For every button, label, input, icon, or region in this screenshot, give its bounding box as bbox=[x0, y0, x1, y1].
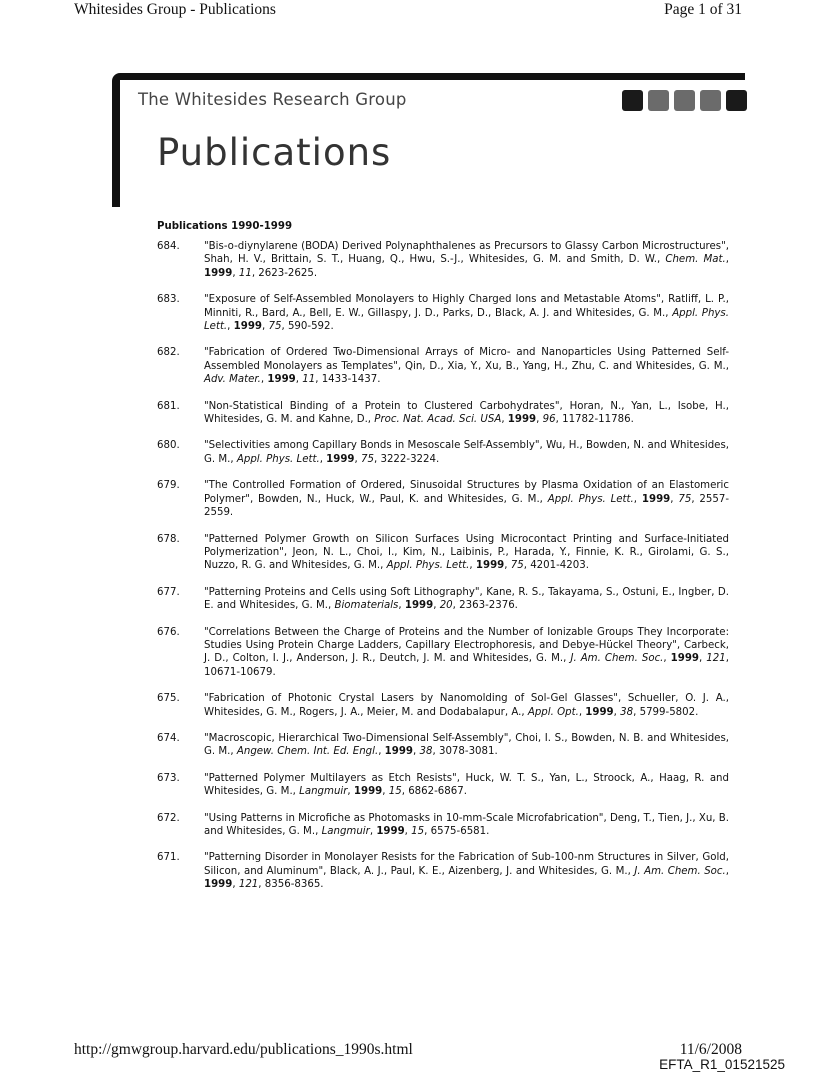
entry-text: "Patterning Proteins and Cells using Soft Lithography", Kane, R. S., Takayama, S., Ostuni, E., Ingber, D. E. and Whitesides, G. M., bbox=[204, 586, 729, 612]
entry-journal: J. Am. Chem. Soc. bbox=[634, 865, 726, 877]
entry-volume: 75 bbox=[268, 321, 282, 333]
print-header-title: Whitesides Group - Publications bbox=[74, 1, 276, 18]
entry-journal: Appl. Phys. Lett. bbox=[547, 493, 634, 505]
entry-number: 677. bbox=[157, 586, 180, 598]
print-header bbox=[0, 1, 816, 21]
entry-volume: 96 bbox=[542, 414, 556, 426]
entry-journal: Proc. Nat. Acad. Sci. USA bbox=[374, 414, 502, 426]
publications-content bbox=[157, 221, 729, 905]
publication-entry bbox=[157, 293, 729, 333]
entry-citation: "The Controlled Formation of Ordered, Sinusoidal Structures by Plasma Oxidation of an Elastomeric Polymer", Bowden, N., Huck, W., Paul, K. and Whitesides, G. M., Appl. Phys. Lett., 1999, 75, 2557-2559. bbox=[204, 480, 730, 519]
entry-journal: J. Am. Chem. Soc. bbox=[570, 653, 664, 665]
entry-year: 1999 bbox=[475, 560, 505, 572]
banner-square bbox=[648, 90, 669, 111]
entry-year: 1999 bbox=[353, 786, 383, 798]
publication-entry bbox=[157, 772, 729, 799]
publication-entry bbox=[157, 346, 729, 386]
entry-pages: 2557-2559. bbox=[204, 493, 730, 519]
entry-volume: 11 bbox=[238, 267, 252, 279]
entry-number: 680. bbox=[157, 440, 180, 452]
entry-number: 675. bbox=[157, 693, 180, 705]
entry-citation: "Macroscopic, Hierarchical Two-Dimensional Self-Assembly", Choi, I. S., Bowden, N. B. and Whitesides, G. M., Angew. Chem. Int. Ed. Engl., 1999, 38, 3078-3081. bbox=[204, 732, 729, 758]
publication-entry bbox=[157, 692, 729, 719]
entry-journal: Chem. Mat. bbox=[665, 254, 726, 266]
banner-left-bar bbox=[112, 73, 120, 207]
publication-entry bbox=[157, 479, 729, 519]
entry-journal: Angew. Chem. Int. Ed. Engl. bbox=[236, 746, 379, 758]
entry-volume: 75 bbox=[510, 560, 524, 572]
entry-year: 1999 bbox=[507, 414, 537, 426]
publication-entry bbox=[157, 400, 729, 427]
entry-year: 1999 bbox=[326, 453, 355, 465]
publication-entry bbox=[157, 533, 729, 573]
entry-journal: Adv. Mater. bbox=[204, 374, 261, 386]
entry-year: 1999 bbox=[376, 826, 405, 837]
entry-volume: 75 bbox=[678, 493, 692, 505]
print-footer-date: 11/6/2008 bbox=[679, 1041, 742, 1058]
entry-volume: 75 bbox=[361, 453, 374, 465]
entry-citation: "Patterning Proteins and Cells using Soft Lithography", Kane, R. S., Takayama, S., Ostuni, E., Ingber, D. E. and Whitesides, G. M., Biomaterials, 1999, 20, 2363-2376. bbox=[204, 586, 729, 612]
entry-citation: "Fabrication of Ordered Two-Dimensional Arrays of Micro- and Nanoparticles Using Patterned Self-Assembled Monolayers as Templates", Qin, D., Xia, Y., Xu, B., Yang, H., Zhu, C. and Whitesides, G. M., Adv. Mater., 1999, 11, 1433-1437. bbox=[204, 347, 729, 386]
entry-year: 1999 bbox=[233, 321, 263, 333]
entry-number: 679. bbox=[157, 480, 180, 492]
entry-year: 1999 bbox=[267, 374, 296, 386]
entry-citation: "Patterned Polymer Multilayers as Etch Resists", Huck, W. T. S., Yan, L., Stroock, A., Haag, R. and Whitesides, G. M., Langmuir, 1999, 15, 6862-6867. bbox=[204, 772, 729, 798]
entry-pages: 4201-4203. bbox=[530, 560, 589, 572]
entry-year: 1999 bbox=[670, 653, 700, 665]
entry-volume: 38 bbox=[620, 706, 634, 718]
page-title: Publications bbox=[157, 131, 392, 174]
entry-journal: Appl. Phys. Lett. bbox=[386, 560, 470, 572]
entry-journal: Langmuir bbox=[299, 786, 348, 798]
entry-pages: 11782-11786. bbox=[562, 414, 634, 426]
entry-citation: "Non-Statistical Binding of a Protein to Clustered Carbohydrates", Horan, N., Yan, L., Isobe, H., Whitesides, G. M. and Kahne, D., Proc. Nat. Acad. Sci. USA, 1999, 96, 11782-11786. bbox=[204, 400, 729, 426]
banner-square bbox=[700, 90, 721, 111]
publication-entry bbox=[157, 240, 729, 280]
entry-number: 684. bbox=[157, 241, 180, 252]
entry-year: 1999 bbox=[204, 267, 233, 279]
publication-entry bbox=[157, 439, 729, 466]
entry-year: 1999 bbox=[585, 706, 614, 718]
entry-number: 683. bbox=[157, 294, 180, 306]
entry-citation: "Bis-o-diynylarene (BODA) Derived Polynaphthalenes as Precursors to Glassy Carbon Microstructures", Shah, H. V., Brittain, S. T., Huang, Q., Hwu, S.-J., Whitesides, G. M. and Smith, D. W., Chem. Mat., 1999, 11, 2623-2625. bbox=[204, 241, 729, 279]
publication-entry bbox=[157, 812, 729, 839]
entry-text: "Using Patterns in Microfiche as Photomasks in 10-mm-Scale Microfabrication", Deng, T., Tien, J., Xu, B. and Whitesides, G. M., bbox=[204, 812, 729, 837]
group-title: The Whitesides Research Group bbox=[138, 90, 407, 109]
entry-citation: "Using Patterns in Microfiche as Photomasks in 10-mm-Scale Microfabrication", Deng, T., Tien, J., Xu, B. and Whitesides, G. M., Langmuir, 1999, 15, 6575-6581. bbox=[204, 812, 729, 837]
entry-number: 672. bbox=[157, 812, 180, 824]
entry-text: "Patterning Disorder in Monolayer Resists for the Fabrication of Sub-100-nm Structures in Silver, Gold, Silicon, and Aluminum", Black, A. J., Paul, K. E., Aizenberg, J. and Whitesides, G. M., bbox=[204, 852, 729, 877]
entry-year: 1999 bbox=[384, 746, 414, 758]
publication-entry bbox=[157, 851, 729, 891]
entry-pages: 6862-6867. bbox=[408, 786, 467, 798]
banner-square bbox=[622, 90, 643, 111]
entry-journal: Appl. Phys. Lett. bbox=[204, 307, 729, 333]
site-banner bbox=[112, 73, 745, 207]
entry-volume: 20 bbox=[439, 600, 453, 612]
entry-volume: 15 bbox=[388, 786, 402, 798]
entry-pages: 6575-6581. bbox=[430, 826, 490, 837]
entry-pages: 3222-3224. bbox=[380, 453, 440, 465]
entry-text: "Fabrication of Ordered Two-Dimensional Arrays of Micro- and Nanoparticles Using Patterned Self-Assembled Monolayers as Templates", Qin, D., Xia, Y., Xu, B., Yang, H., Zhu, C. and Whitesides, G. M., bbox=[204, 347, 729, 372]
print-footer bbox=[0, 1041, 816, 1075]
print-header-page-number: Page 1 of 31 bbox=[664, 1, 742, 18]
banner-square bbox=[674, 90, 695, 111]
print-footer-url: http://gmwgroup.harvard.edu/publications_1990s.html bbox=[74, 1041, 413, 1058]
entry-pages: 2623-2625. bbox=[258, 267, 318, 279]
entry-citation: "Patterned Polymer Growth on Silicon Surfaces Using Microcontact Printing and Surface-Initiated Polymerization", Jeon, N. L., Choi, I., Kim, N., Laibinis, P., Harada, Y., Finnie, K. R., Girolami, G. S., Nuzzo, R. G. and Whitesides, G. M., Appl. Phys. Lett., 1999, 75, 4201-4203. bbox=[204, 533, 729, 572]
entry-pages: 2363-2376. bbox=[459, 600, 518, 612]
entry-citation: "Exposure of Self-Assembled Monolayers to Highly Charged Ions and Metastable Atoms", Ratliff, L. P., Minniti, R., Bard, A., Bell, E. W., Gillaspy, J. D., Parks, D., Black, A. J. and Whitesides, G. M., Appl. Phys. Lett., 1999, 75, 590-592. bbox=[204, 294, 729, 333]
entry-text: "Non-Statistical Binding of a Protein to Clustered Carbohydrates", Horan, N., Yan, L., Isobe, H., Whitesides, G. M. and Kahne, D., bbox=[204, 400, 729, 426]
entry-volume: 121 bbox=[238, 879, 259, 891]
entry-pages: 3078-3081. bbox=[438, 746, 498, 758]
entry-pages: 5799-5802. bbox=[639, 706, 699, 718]
entry-citation: "Patterning Disorder in Monolayer Resists for the Fabrication of Sub-100-nm Structures in Silver, Gold, Silicon, and Aluminum", Black, A. J., Paul, K. E., Aizenberg, J. and Whitesides, G. M., J. Am. Chem. Soc., 1999, 121, 8356-8365. bbox=[204, 852, 729, 891]
publication-entry bbox=[157, 732, 729, 759]
entry-journal: Appl. Opt. bbox=[527, 706, 579, 718]
publication-entry bbox=[157, 626, 729, 680]
entry-citation: "Selectivities among Capillary Bonds in Mesoscale Self-Assembly", Wu, H., Bowden, N. and Whitesides, G. M., Appl. Phys. Lett., 1999, 75, 3222-3224. bbox=[204, 440, 729, 465]
banner-square bbox=[726, 90, 747, 111]
entry-text: "Macroscopic, Hierarchical Two-Dimensional Self-Assembly", Choi, I. S., Bowden, N. B. and Whitesides, G. M., bbox=[204, 732, 729, 758]
entry-citation: "Correlations Between the Charge of Proteins and the Number of Ionizable Groups They Incorporate: Studies Using Protein Charge Ladders, Capillary Electrophoresis, and Debye-Hückel Theory", Carbeck, J. D., Colton, I. J., Anderson, J. R., Deutch, J. M. and Whitesides, G. M., J. Am. Chem. Soc., 1999, 121, 10671-10679. bbox=[204, 626, 729, 678]
entry-text: "The Controlled Formation of Ordered, Sinusoidal Structures by Plasma Oxidation of an Elastomeric Polymer", Bowden, N., Huck, W., Paul, K. and Whitesides, G. M., bbox=[204, 480, 729, 505]
entry-pages: 10671-10679. bbox=[204, 666, 276, 678]
entry-number: 682. bbox=[157, 347, 180, 359]
entry-number: 678. bbox=[157, 533, 180, 545]
entry-pages: 1433-1437. bbox=[321, 374, 381, 386]
entry-text: "Patterned Polymer Growth on Silicon Surfaces Using Microcontact Printing and Surface-Initiated Polymerization", Jeon, N. L., Choi, I., Kim, N., Laibinis, P., Harada, Y., Finnie, K. R., Girolami, G. S., Nuzzo, R. G. and Whitesides, G. M., bbox=[204, 533, 729, 572]
entry-journal: Appl. Phys. Lett. bbox=[236, 453, 320, 465]
entry-text: "Fabrication of Photonic Crystal Lasers by Nanomolding of Sol-Gel Glasses", Schueller, O. J. A., Whitesides, G. M., Rogers, J. A., Meier, M. and Dodabalapur, A., bbox=[204, 693, 729, 718]
entry-text: "Patterned Polymer Multilayers as Etch Resists", Huck, W. T. S., Yan, L., Stroock, A., Haag, R. and Whitesides, G. M., bbox=[204, 772, 729, 798]
banner-top-bar bbox=[120, 73, 745, 80]
entry-year: 1999 bbox=[641, 493, 671, 505]
entry-pages: 590-592. bbox=[287, 321, 334, 333]
entry-text: "Exposure of Self-Assembled Monolayers to Highly Charged Ions and Metastable Atoms", Ratliff, L. P., Minniti, R., Bard, A., Bell, E. W., Gillaspy, J. D., Parks, D., Black, A. J. and Whitesides, G. M., bbox=[204, 294, 729, 319]
entry-volume: 11 bbox=[302, 374, 316, 386]
entry-volume: 121 bbox=[706, 653, 726, 665]
entry-year: 1999 bbox=[204, 879, 233, 891]
entry-journal: Biomaterials bbox=[334, 600, 399, 612]
entry-number: 671. bbox=[157, 852, 180, 864]
entry-number: 681. bbox=[157, 400, 180, 412]
entry-text: "Correlations Between the Charge of Proteins and the Number of Ionizable Groups They Incorporate: Studies Using Protein Charge Ladders, Capillary Electrophoresis, and Debye-Hückel Theory", Carbeck, J. D., Colton, I. J., Anderson, J. R., Deutch, J. M. and Whitesides, G. M., bbox=[204, 626, 729, 665]
entry-text: "Selectivities among Capillary Bonds in Mesoscale Self-Assembly", Wu, H., Bowden, N. and Whitesides, G. M., bbox=[204, 440, 729, 465]
entry-pages: 8356-8365. bbox=[264, 879, 324, 891]
entry-number: 673. bbox=[157, 772, 180, 784]
entry-journal: Langmuir bbox=[321, 826, 370, 837]
entry-citation: "Fabrication of Photonic Crystal Lasers by Nanomolding of Sol-Gel Glasses", Schueller, O. J. A., Whitesides, G. M., Rogers, J. A., Meier, M. and Dodabalapur, A., Appl. Opt., 1999, 38, 5799-5802. bbox=[204, 693, 729, 718]
entry-volume: 38 bbox=[419, 746, 433, 758]
publication-entry bbox=[157, 586, 729, 613]
bates-number: EFTA_R1_01521525 bbox=[659, 1057, 785, 1072]
publication-list bbox=[157, 240, 729, 892]
entry-year: 1999 bbox=[404, 600, 434, 612]
section-heading: Publications 1990-1999 bbox=[157, 221, 293, 232]
entry-text: "Bis-o-diynylarene (BODA) Derived Polynaphthalenes as Precursors to Glassy Carbon Microstructures", Shah, H. V., Brittain, S. T., Huang, Q., Hwu, S.-J., Whitesides, G. M. and Smith, D. W., bbox=[204, 241, 729, 266]
entry-number: 674. bbox=[157, 732, 180, 744]
entry-volume: 15 bbox=[411, 826, 425, 837]
entry-number: 676. bbox=[157, 626, 180, 638]
